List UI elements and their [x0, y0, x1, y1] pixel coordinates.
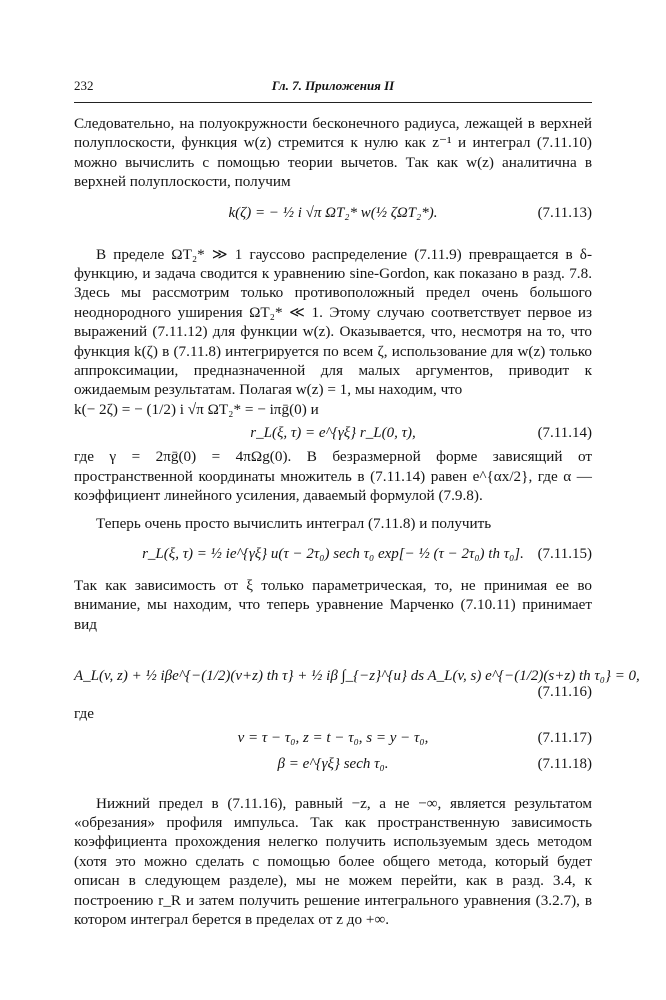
header-rule [74, 102, 592, 103]
page-header [74, 78, 592, 100]
equation-formula: A_L(v, z) + ½ iβe^{−(1/2)(v+z) th τ} + ½ iβ ∫_{−z}^{u} ds A_L(v, s) e^{−(1/2)(s+z) th τ₀} = 0, [74, 668, 640, 685]
paragraph-5: Так как зависимость от ξ только параметрическая, то, не принимая ее во внимание, мы находим, что теперь уравнение Марченко (7.10.11) принимает вид [74, 576, 592, 633]
equation-number: (7.11.13) [537, 204, 592, 221]
equation-formula: r_L(ξ, τ) = ½ ie^{γξ} u(τ − 2τ₀) sech τ₀ exp[− ½ (τ − 2τ₀) th τ₀]. [142, 545, 524, 562]
paragraph-2: В пределе ΩT₂* ≫ 1 гауссово распределение (7.11.9) превращается в δ-функцию, и задача сводится к уравнению sine-Gordon, как показано в разд. 7.8. Здесь мы рассмотрим только противоположный предел очень большого неоднородного уширения ΩT₂* ≪ 1. Этому случаю соответствует первое из выражений (7.11.12) для функции w(z). Оказывается, что, несмотря на то, что функция k(ζ) в (7.11.8) интегрируется по всем ζ, использование для w(z) только аппроксимации, предназначенной для малых аргументов, приводит к ожидаемым результатам. Полагая w(z) = 1, мы находим, что [74, 245, 592, 399]
equation-7-11-18 [74, 754, 592, 774]
running-title: Гл. 7. Приложения II [271, 78, 395, 93]
equation-number: (7.11.17) [537, 729, 592, 746]
equation-formula: β = e^{γξ} sech τ₀. [277, 755, 389, 772]
equation-number: (7.11.14) [537, 425, 592, 442]
paragraph-3: где γ = 2πḡ(0) = 4πΩg(0). В безразмерной форме зависящий от пространственной координаты множитель в (7.11.14) равен e^{αx/2}, где α — коэффициент линейного усиления, даваемый формулой (7.9.8). [74, 448, 592, 505]
equation-7-11-17 [74, 728, 592, 748]
paragraph-4: Теперь очень просто вычислить интеграл (7.11.8) и получить [96, 514, 492, 532]
equation-7-11-14 [74, 423, 592, 443]
equation-number: (7.11.18) [537, 755, 592, 772]
equation-formula: v = τ − τ₀, z = t − τ₀, s = y − τ₀, [237, 729, 429, 746]
equation-formula: k(ζ) = − ½ i √π ΩT₂* w(½ ζΩT₂*). [228, 204, 438, 221]
equation-7-11-13 [74, 203, 592, 223]
equation-number: (7.11.16) [537, 684, 592, 701]
equation-number: (7.11.15) [537, 545, 592, 562]
paragraph-6: где [74, 705, 94, 723]
page-number: 232 [74, 78, 94, 93]
equation-7-11-15 [74, 544, 592, 564]
equation-7-11-16 [74, 654, 640, 701]
book-page [74, 78, 640, 929]
paragraph-1: Следовательно, на полуокружности бесконечного радиуса, лежащей в верхней полуплоскости, функция w(z) стремится к нулю как z⁻¹ и интеграл (7.11.10) можно вычислить с помощью теории вычетов. Так как w(z) аналитична в верхней полуплоскости, получим [74, 115, 592, 191]
paragraph-2-tail: k(− 2ζ) = − (1/2) i √π ΩT₂* = − iπḡ(0) и [74, 400, 319, 418]
equation-formula: r_L(ξ, τ) = e^{γξ} r_L(0, τ), [250, 425, 416, 442]
paragraph-7: Нижний предел в (7.11.16), равный −z, а не −∞, является результатом «обрезания» профиля импульса. Так как пространственную зависимость коэффициента прохождения нелегко получить используемым здесь методом (хотя это можно сделать с помощью более общего метода, который будет описан в следующем разделе), мы не можем перейти, как в разд. 3.4, к построению r_R и затем получить решение интегрального уравнения (3.2.7), в котором интеграл берется в пределах от z до +∞. [74, 794, 592, 928]
